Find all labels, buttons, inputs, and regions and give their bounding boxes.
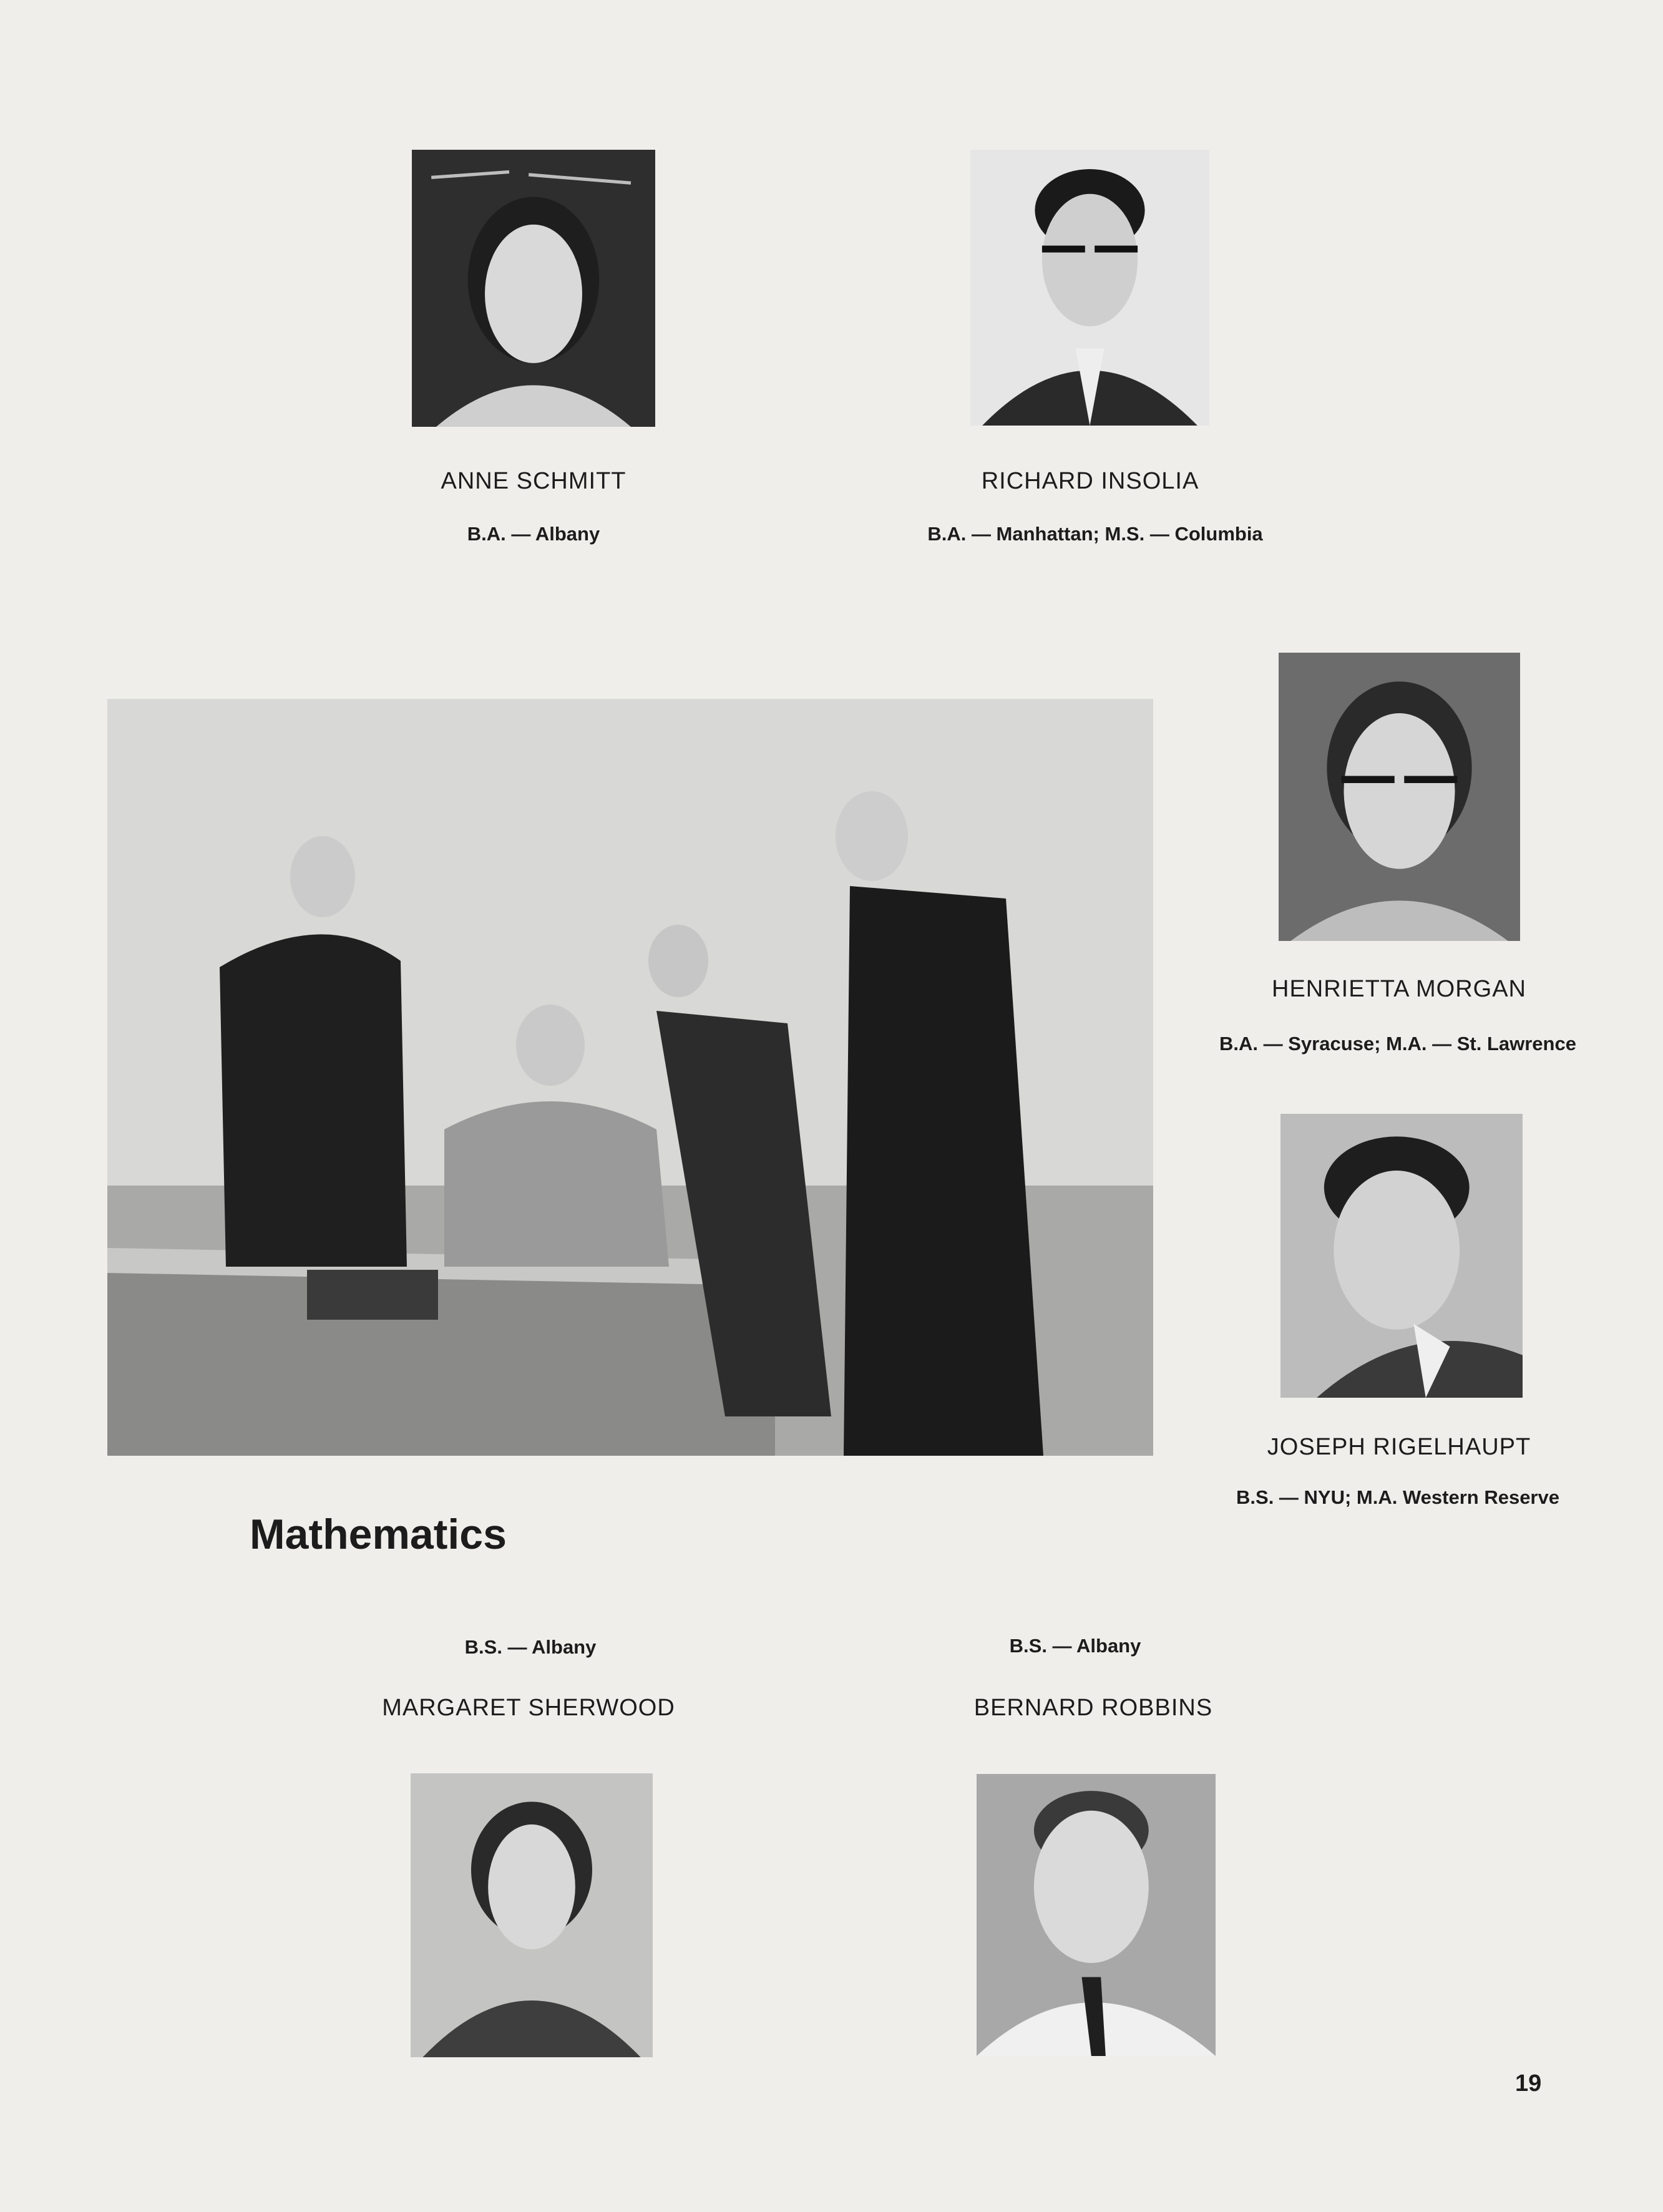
page-number: 19	[1515, 2070, 1542, 2097]
portrait-joseph-rigelhaupt	[1280, 1114, 1523, 1398]
portrait-henrietta-morgan	[1279, 653, 1520, 941]
faculty-degree: B.A. — Syracuse; M.A. — St. Lawrence	[1219, 1033, 1576, 1055]
section-title: Mathematics	[250, 1511, 507, 1558]
faculty-name: RICHARD INSOLIA	[981, 468, 1199, 494]
portrait-bernard-robbins	[977, 1774, 1216, 2056]
faculty-name: ANNE SCHMITT	[441, 468, 627, 494]
faculty-degree: B.S. — Albany	[1009, 1635, 1141, 1657]
faculty-degree: B.A. — Manhattan; M.S. — Columbia	[927, 523, 1263, 545]
faculty-name: BERNARD ROBBINS	[973, 1695, 1213, 1721]
faculty-degree: B.A. — Albany	[467, 523, 600, 545]
portrait-richard-insolia	[970, 150, 1209, 426]
portrait-margaret-sherwood	[411, 1773, 653, 2057]
faculty-degree: B.S. — NYU; M.A. Western Reserve	[1236, 1486, 1559, 1508]
faculty-name: HENRIETTA MORGAN	[1272, 976, 1526, 1002]
faculty-name: MARGARET SHERWOOD	[382, 1695, 675, 1721]
faculty-degree: B.S. — Albany	[464, 1636, 597, 1658]
faculty-name: JOSEPH RIGELHAUPT	[1267, 1434, 1531, 1460]
group-photo-math-department	[107, 699, 1153, 1456]
portrait-anne-schmitt	[412, 150, 655, 427]
